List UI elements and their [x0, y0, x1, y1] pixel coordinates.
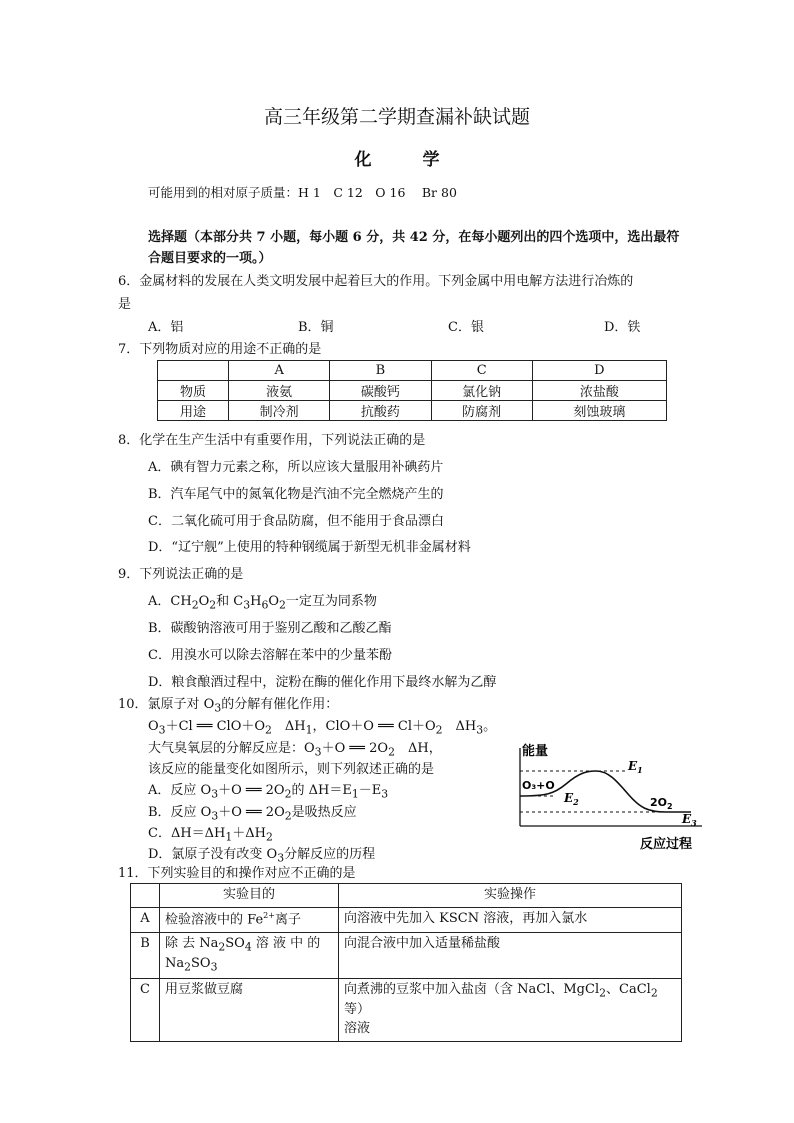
- table-header-purpose: 实验目的: [160, 884, 339, 908]
- purpose-cell: 用豆浆做豆腐: [160, 978, 339, 1041]
- table-header-operation: 实验操作: [339, 884, 682, 908]
- q8-stem: 8．化学在生产生活中有重要作用，下列说法正确的是: [118, 433, 426, 448]
- q10-option-a: A．反应 $O_3+O$ ══ $2O_2$的 $\Delta H=E_1-E_3$: [148, 783, 389, 801]
- q8-option-a: A．碘有智力元素之称，所以应该大量服用补碘药片: [148, 460, 444, 475]
- q10-option-d: D．氯原子没有改变 $O_3$分解反应的历程: [148, 847, 376, 865]
- row-label: B: [131, 933, 160, 979]
- q6-option-c: C．银: [448, 320, 484, 335]
- q10-option-c: C．$\Delta H=\Delta H_1+\Delta H_2$: [148, 826, 273, 844]
- purpose-cell: 除 去 $Na_2SO_4$ 溶 液 中 的 $Na_2SO_3$: [160, 933, 339, 979]
- table-cell: [158, 361, 229, 381]
- table-cell: C: [431, 361, 532, 381]
- table-row: [158, 381, 667, 401]
- table-cell: 刻蚀玻璃: [532, 401, 666, 421]
- q10-prompt: 该反应的能量变化如图所示，则下列叙述正确的是: [148, 762, 435, 777]
- table-cell: B: [330, 361, 431, 381]
- q10-overall-reaction: 大气臭氧层的分解反应是：$O_3+O$ ══ $2O_2$ ΔH，: [148, 741, 442, 759]
- product-label: $2O_2$: [650, 796, 673, 811]
- table-cell: A: [229, 361, 330, 381]
- table-cell: 浓盐酸: [532, 381, 666, 401]
- q6-option-b: B．铜: [298, 320, 334, 335]
- energy-axis-label: 能量: [522, 744, 549, 759]
- process-axis-label: 反应过程: [640, 837, 693, 852]
- operation-cell: 向混合液中加入适量稀盐酸: [339, 933, 682, 979]
- exam-title: 高三年级第二学期查漏补缺试题: [263, 106, 530, 128]
- q10-stem: 10．氯原子对 $O_3$的分解有催化作用：: [118, 697, 339, 715]
- table-row: [131, 884, 682, 908]
- row-label: C: [131, 978, 160, 1041]
- q9-stem: 9．下列说法正确的是: [118, 567, 244, 582]
- operation-cell: 向煮沸的豆浆中加入盐卤（含 NaCl、MgCl$_2$、CaCl$_2$等） 溶液: [339, 978, 682, 1041]
- row-label: A: [131, 907, 160, 932]
- table-cell: 抗酸药: [330, 401, 431, 421]
- purpose-cell: 检验溶液中的 $Fe^{2+}$离子: [160, 907, 339, 932]
- q7-stem: 7．下列物质对应的用途不正确的是: [118, 342, 322, 357]
- e3-label: $E_3$: [682, 812, 697, 828]
- table-row: [131, 933, 682, 979]
- e2-label: $E_2$: [564, 791, 579, 807]
- section-instructions-line1: 选择题（本部分共 7 小题，每小题 6 分，共 42 分，在每小题列出的四个选项中，选出最符: [148, 230, 680, 245]
- q6-option-a: A．铝: [148, 320, 184, 335]
- q11-table: [130, 883, 682, 1042]
- q9-option-b: B．碳酸钠溶液可用于鉴别乙酸和乙酸乙酯: [148, 621, 392, 636]
- q11-stem: 11．下列实验目的和操作对应不正确的是: [118, 866, 356, 881]
- table-cell: 制冷剂: [229, 401, 330, 421]
- q6-stem-cont: 是: [118, 297, 132, 312]
- table-cell: 物质: [158, 381, 229, 401]
- q6-option-d: D．铁: [604, 320, 641, 335]
- table-row: [158, 401, 667, 421]
- q6-stem: 6．金属材料的发展在人类文明发展中起着巨大的作用。下列金属中用电解方法进行冶炼的: [118, 274, 634, 289]
- table-cell: [131, 884, 160, 908]
- reactant-label: O₃+O: [522, 779, 555, 792]
- table-cell: D: [532, 361, 666, 381]
- section-instructions-line2: 合题目要求的一项。）: [148, 251, 272, 266]
- atomic-masses: 可能用到的相对原子质量：H 1 C 12 O 16 Br 80: [148, 185, 457, 200]
- q8-option-c: C．二氧化硫可用于食品防腐，但不能用于食品漂白: [148, 514, 444, 529]
- operation-cell: 向溶液中先加入 KSCN 溶液，再加入氯水: [339, 907, 682, 932]
- q10-equations: $O_3+Cl$ ══ $ClO+O_2$ $\Delta H_1$，ClO＋O ══ $Cl+O_2$ $\Delta H_3$。: [148, 719, 497, 737]
- e1-label: $E_1$: [628, 759, 643, 775]
- table-cell: 碳酸钙: [330, 381, 431, 401]
- subject-title: 化 学: [354, 150, 440, 170]
- q10-option-b: B．反应 $O_3+O$ ══ $2O_2$是吸热反应: [148, 805, 357, 823]
- table-row: [131, 907, 682, 932]
- table-row: [131, 978, 682, 1041]
- table-cell: 氯化钠: [431, 381, 532, 401]
- q9-option-d: D．粮食酿酒过程中，淀粉在酶的催化作用下最终水解为乙醇: [148, 675, 497, 690]
- table-row: [158, 361, 667, 381]
- q7-table: [157, 360, 667, 421]
- q8-option-b: B．汽车尾气中的氮氧化物是汽油不完全燃烧产生的: [148, 487, 444, 502]
- q8-option-d: D．“辽宁舰”上使用的特种钢缆属于新型无机非金属材料: [148, 540, 471, 555]
- q9-option-a: A．$CH_2O_2$和 $C_3H_6O_2$一定互为同系物: [148, 594, 377, 612]
- table-cell: 防腐剂: [431, 401, 532, 421]
- energy-diagram: [516, 740, 706, 856]
- table-cell: 液氨: [229, 381, 330, 401]
- table-cell: 用途: [158, 401, 229, 421]
- q9-option-c: C．用溴水可以除去溶解在苯中的少量苯酚: [148, 648, 392, 663]
